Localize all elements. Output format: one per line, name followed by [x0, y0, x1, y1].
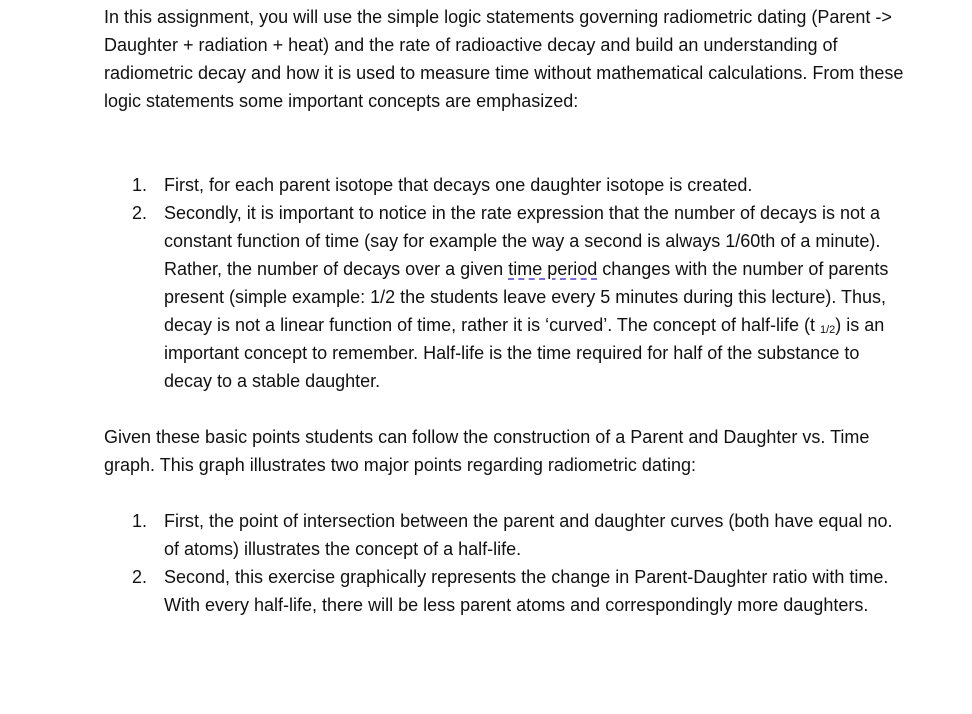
- list-item: [132, 199, 912, 395]
- list-item-text-part-b: changes with the number of parents present (simple example: 1/2 the students leave every 5 minutes during this lecture). Thus, decay is not a linear function of time, rather it is ‘curved’. The concept of half-life (t: [164, 259, 889, 335]
- list-item-text: First, for each parent isotope that decays one daughter isotope is created.: [164, 175, 753, 195]
- list-item-text-part-c: ) is an important concept to remember. Half-life is the time required for half of the substance to decay to a stable daughter.: [164, 315, 885, 391]
- list-item: [132, 563, 912, 619]
- list-item-text: First, the point of intersection between the parent and daughter curves (both have equal no. of atoms) illustrates the concept of a half-life.: [164, 511, 893, 559]
- list-number: 2.: [132, 567, 148, 587]
- list-item: [132, 171, 912, 199]
- list-item-text-part-a: Secondly, it is important to notice in the rate expression that the number of decays is not a constant function of time (say for example the way a second is always 1/60th of a minute). Rather, the number of decays over a given: [164, 203, 881, 279]
- intro-paragraph: In this assignment, you will use the simple logic statements governing radiometric dating (Parent -> Daughter + radiation + heat) and the rate of radioactive decay and build an understanding of radiometric decay and how it is used to measure time without mathematical calculations. From these logic statements some important concepts are emphasized:: [104, 7, 904, 111]
- list-item-text: Second, this exercise graphically represents the change in Parent-Daughter ratio with time. With every half-life, there will be less parent atoms and correspondingly more daughters.: [164, 567, 889, 615]
- concepts-list: [132, 171, 912, 395]
- graph-points-list: [132, 507, 912, 619]
- graph-intro-paragraph: Given these basic points students can follow the construction of a Parent and Daughter vs. Time graph. This graph illustrates two major points regarding radiometric dating:: [104, 427, 870, 475]
- list-number: 1.: [132, 175, 148, 195]
- list-item: [132, 507, 912, 563]
- list-number: 1.: [132, 511, 148, 531]
- spellcheck-underlined-text: time period: [508, 259, 598, 279]
- half-life-subscript: 1/2: [819, 324, 836, 336]
- list-number: 2.: [132, 203, 148, 223]
